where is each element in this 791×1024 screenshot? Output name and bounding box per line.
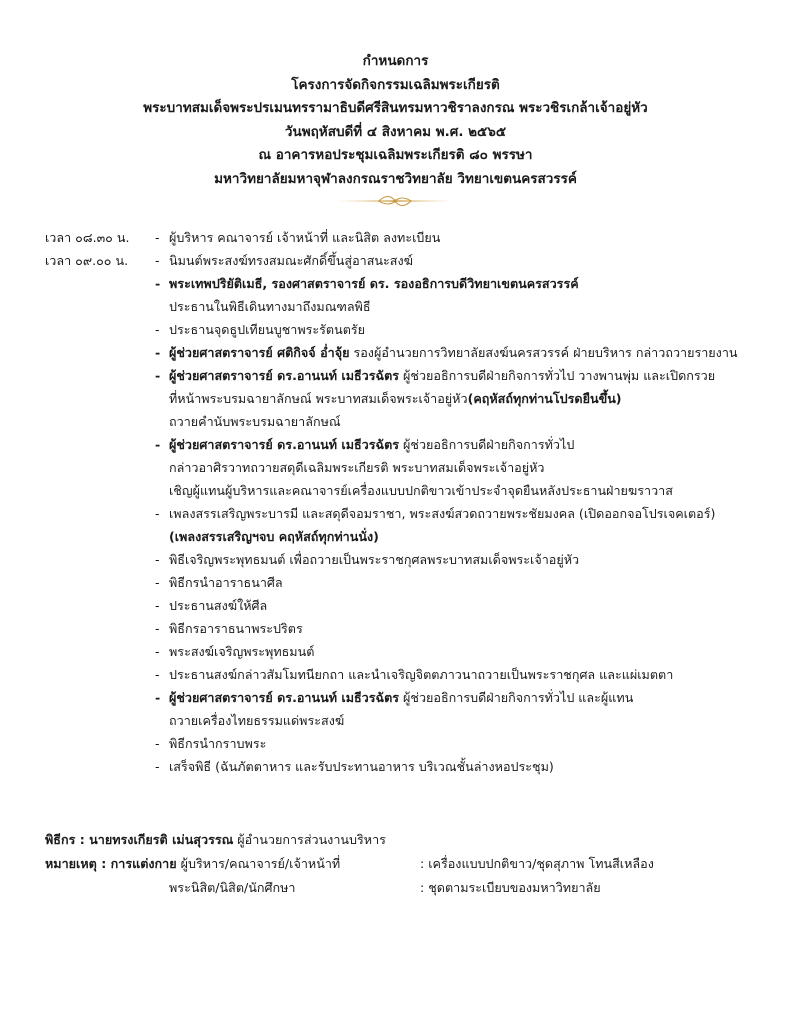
time-label: เวลา ๐๙.๐๐ น. [45, 253, 129, 268]
item-text: พิธีกรนำกราบพระ [169, 736, 267, 751]
schedule-item: - ผู้ช่วยศาสตราจารย์ ดร.อานนท์ เมธีวรฉัตร ผู้ช่วยอธิการบดีฝ่ายกิจการทั่วไป วางพานพุ่ม และเปิดกรวย [155, 368, 716, 383]
schedule-item: - ประธานสงฆ์ให้ศีล [45, 594, 765, 617]
dress-note-line-2: พระนิสิต/นิสิต/นักศึกษา : ชุดตามระเบียบของมหาวิทยาลัย [169, 880, 601, 895]
item-text: พระสงฆ์เจริญพระพุทธมนต์ [169, 644, 315, 659]
schedule-item: - พระเทพปริยัติเมธี, รองศาสตราจารย์ ดร. รองอธิการบดีวิทยาเขตนครสวรรค์ [45, 272, 765, 295]
mc-label: พิธีกร : นายทรงเกียรติ เม่นสุวรรณ [45, 832, 234, 847]
item-text: ประธานจุดธูปเทียนบูชาพระรัตนตรัย [169, 322, 366, 337]
schedule-item: เวลา ๐๙.๐๐ น. - นิมนต์พระสงฆ์ทรงสมณะศักดิ์ขึ้นสู่อาสนะสงฆ์ [45, 249, 765, 272]
schedule-item-continued: ถวายคำนับพระบรมฉายาลักษณ์ [169, 414, 341, 429]
item-text: ประธานสงฆ์กล่าวสัมโมทนียกถา และนำเจริญจิตตภาวนาถวายเป็นพระราชกุศล และแผ่เมตตา [169, 667, 674, 682]
mc-role: ผู้อำนวยการส่วนงานบริหาร [233, 832, 386, 847]
item-text: เพลงสรรเสริญพระบารมี และสดุดีจอมราชา, พระสงฆ์สวดถวายพระชัยมงคล (เปิดออกจอโปรเจคเตอร์) [169, 506, 716, 521]
note-label: หมายเหตุ : การแต่งกาย [45, 856, 177, 871]
schedule-item: - เสร็จพิธี (ฉันภัตตาหาร และรับประทานอาหาร บริเวณชั้นล่างหอประชุม) [45, 755, 765, 778]
header-king-name: พระบาทสมเด็จพระปรเมนทรรามาธิบดีศรีสินทรมหาวชิราลงกรณ พระวชิรเกล้าเจ้าอยู่หัว [143, 100, 648, 116]
header-university: มหาวิทยาลัยมหาจุฬาลงกรณราชวิทยาลัย วิทยาเขตนครสวรรค์ [214, 170, 577, 187]
schedule-item: - พระสงฆ์เจริญพระพุทธมนต์ [45, 640, 765, 663]
dress-note-line-1: หมายเหตุ : การแต่งกาย ผู้บริหาร/คณาจารย์/เจ้าหน้าที่ : เครื่องแบบปกติขาว/ชุดสุภาพ โทนสีเหลือง [45, 856, 654, 871]
schedule-item: - พิธีกรนำอาราธนาศีล [45, 571, 765, 594]
schedule-item-continued: (เพลงสรรเสริญฯจบ คฤหัสถ์ทุกท่านนั่ง) [169, 529, 379, 544]
ornament-divider-icon [335, 192, 455, 210]
item-text: พิธีกรนำอาราธนาศีล [169, 575, 283, 590]
schedule-item-continued: ประธานในพิธีเดินทางมาถึงมณฑลพิธี [169, 299, 371, 314]
schedule-item-continued: ที่หน้าพระบรมฉายาลักษณ์ พระบาทสมเด็จพระเจ้าอยู่หัว (คฤหัสถ์ทุกท่านโปรดยืนขึ้น) [169, 391, 622, 406]
header-venue: ณ อาคารหอประชุมเฉลิมพระเกียรติ ๘๐ พรรษา [258, 147, 533, 163]
item-text: พิธีเจริญพระพุทธมนต์ เพื่อถวายเป็นพระราชกุศลพระบาทสมเด็จพระเจ้าอยู่หัว [169, 552, 580, 567]
item-text: ผู้บริหาร คณาจารย์ เจ้าหน้าที่ และนิสิต ลงทะเบียน [169, 230, 441, 245]
item-text: ประธานสงฆ์ให้ศีล [169, 598, 268, 613]
schedule-item-continued: เชิญผู้แทนผู้บริหารและคณาจารย์เครื่องแบบปกติขาวเข้าประจำจุดยืนหลังประธานฝ่ายฆราวาส [169, 483, 673, 498]
schedule-item: - ผู้ช่วยศาสตราจารย์ ศติกิจจ์ อ่ำจุ้ย รองผู้อำนวยการวิทยาลัยสงฆ์นครสวรรค์ ฝ่ายบริหาร กล่าวถวายรายงาน [155, 345, 738, 360]
item-text: พิธีกรอาราธนาพระปริตร [169, 621, 303, 636]
schedule-item: เวลา ๐๘.๓๐ น. - ผู้บริหาร คณาจารย์ เจ้าหน้าที่ และนิสิต ลงทะเบียน [45, 226, 765, 249]
item-text: เสร็จพิธี (ฉันภัตตาหาร และรับประทานอาหาร บริเวณชั้นล่างหอประชุม) [169, 759, 554, 774]
schedule-item: - เพลงสรรเสริญพระบารมี และสดุดีจอมราชา, พระสงฆ์สวดถวายพระชัยมงคล (เปิดออกจอโปรเจคเตอร์) [45, 502, 765, 525]
document-footer [45, 828, 765, 900]
time-label: เวลา ๐๘.๓๐ น. [45, 230, 130, 245]
schedule-item-continued: กล่าวอาศิรวาทถวายสดุดีเฉลิมพระเกียรติ พระบาทสมเด็จพระเจ้าอยู่หัว [169, 460, 545, 475]
header-project: โครงการจัดกิจกรรมเฉลิมพระเกียรติ [291, 76, 500, 93]
header-title: กำหนดการ [362, 53, 429, 69]
document-header [0, 50, 791, 191]
schedule-item: - ผู้ช่วยศาสตราจารย์ ดร.อานนท์ เมธีวรฉัตร ผู้ช่วยอธิการบดีฝ่ายกิจการทั่วไป [155, 437, 575, 452]
header-date: วันพฤหัสบดีที่ ๔ สิงหาคม พ.ศ. ๒๕๖๕ [284, 123, 507, 140]
mc-line [45, 828, 765, 852]
item-text: พระเทพปริยัติเมธี, รองศาสตราจารย์ ดร. รองอธิการบดีวิทยาเขตนครสวรรค์ [169, 276, 579, 291]
schedule-list [45, 226, 765, 778]
schedule-item: - ประธานจุดธูปเทียนบูชาพระรัตนตรัย [45, 318, 765, 341]
schedule-item: - ประธานสงฆ์กล่าวสัมโมทนียกถา และนำเจริญจิตตภาวนาถวายเป็นพระราชกุศล และแผ่เมตตา [45, 663, 765, 686]
schedule-item: - ผู้ช่วยศาสตราจารย์ ดร.อานนท์ เมธีวรฉัตร ผู้ช่วยอธิการบดีฝ่ายกิจการทั่วไป และผู้แทน [155, 690, 634, 705]
schedule-item: - พิธีกรนำกราบพระ [45, 732, 765, 755]
schedule-item: - พิธีเจริญพระพุทธมนต์ เพื่อถวายเป็นพระราชกุศลพระบาทสมเด็จพระเจ้าอยู่หัว [45, 548, 765, 571]
schedule-item: - พิธีกรอาราธนาพระปริตร [45, 617, 765, 640]
item-text: นิมนต์พระสงฆ์ทรงสมณะศักดิ์ขึ้นสู่อาสนะสงฆ์ [169, 253, 413, 268]
schedule-item-continued: ถวายเครื่องไทยธรรมแด่พระสงฆ์ [169, 713, 345, 728]
